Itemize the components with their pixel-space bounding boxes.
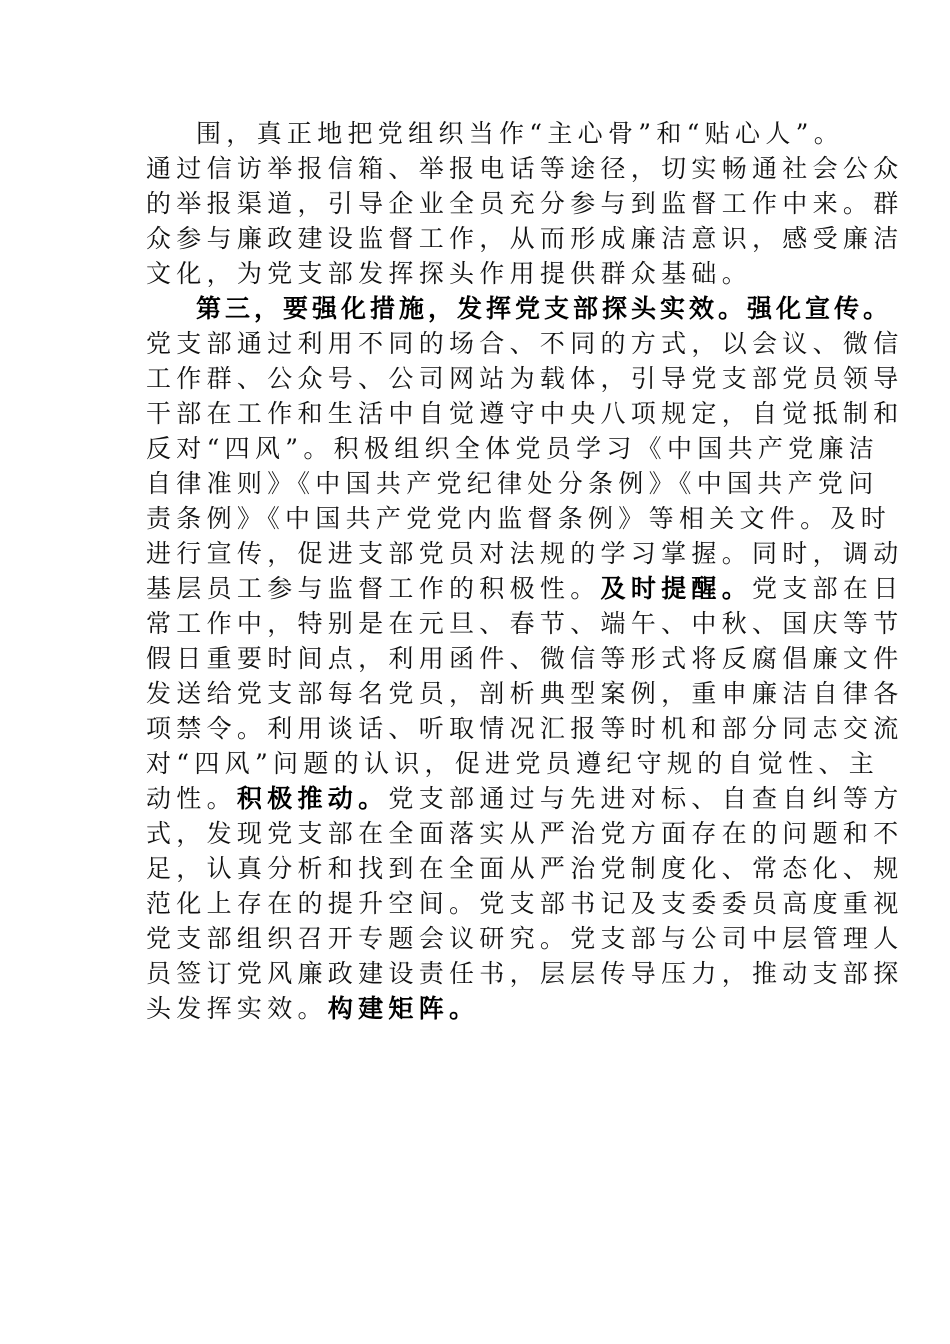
text-segment: 头发挥实效。 <box>146 994 328 1023</box>
text-line: 员签订党风廉政建设责任书，层层传导压力，推动支部探 <box>146 959 904 988</box>
bold-subheading: 构建矩阵。 <box>327 994 480 1023</box>
text-segment: 党支部通过与先进对标、自查自纠等方 <box>388 784 904 813</box>
text-line: 式，发现党支部在全面落实从严治党方面存在的问题和不 <box>146 819 904 848</box>
text-segment: 党支部在日 <box>752 574 904 603</box>
text-line: 自律准则》《中国共产党纪律处分条例》《中国共产党问 <box>146 469 879 498</box>
text-line: 进行宣传，促进支部党员对法规的学习掌握。同时，调动 <box>146 539 904 568</box>
text-line: 干部在工作和生活中自觉遵守中央八项规定，自觉抵制和 <box>146 399 904 428</box>
text-line: 围，真正地把党组织当作“主心骨”和“贴心人”。 <box>196 119 845 148</box>
text-line: 项禁令。利用谈话、听取情况汇报等时机和部分同志交流 <box>146 714 904 743</box>
text-line: 责条例》《中国共产党党内监督条例》等相关文件。及时 <box>146 504 892 533</box>
text-line: 反对“四风”。积极组织全体党员学习《中国共产党廉洁 <box>146 434 880 463</box>
bold-subheading: 及时提醒。 <box>600 574 753 603</box>
text-line <box>146 991 826 1027</box>
text-segment: 基层员工参与监督工作的积极性。 <box>146 574 601 603</box>
text-line: 工作群、公众号、公司网站为载体，引导党支部党员领导 <box>146 364 904 393</box>
text-line <box>146 781 904 817</box>
text-segment: 动性。 <box>146 784 237 813</box>
text-line: 常工作中，特别是在元旦、春节、端午、中秋、国庆等节 <box>146 609 904 638</box>
text-line: 党支部通过利用不同的场合、不同的方式，以会议、微信 <box>146 329 904 358</box>
text-line: 众参与廉政建设监督工作，从而形成廉洁意识，感受廉洁 <box>146 224 904 253</box>
text-line <box>146 571 904 607</box>
text-line: 假日重要时间点，利用函件、微信等形式将反腐倡廉文件 <box>146 644 904 673</box>
bold-subheading: 积极推动。 <box>236 784 389 813</box>
text-line: 范化上存在的提升空间。党支部书记及支委委员高度重视 <box>146 889 904 918</box>
section-heading: 第三，要强化措施，发挥党支部探头实效。强化宣传。 <box>196 294 893 323</box>
text-line: 文化，为党支部发挥探头作用提供群众基础。 <box>146 259 753 288</box>
text-line: 的举报渠道，引导企业全员充分参与到监督工作中来。群 <box>146 189 904 218</box>
text-line: 足，认真分析和找到在全面从严治党制度化、常态化、规 <box>146 854 904 883</box>
text-line: 发送给党支部每名党员，剖析典型案例，重申廉洁自律各 <box>146 679 904 708</box>
text-line: 对“四风”问题的认识，促进党员遵纪守规的自觉性、主 <box>146 749 880 778</box>
text-line: 党支部组织召开专题会议研究。党支部与公司中层管理人 <box>146 924 904 953</box>
text-line: 通过信访举报信箱、举报电话等途径，切实畅通社会公众 <box>146 154 904 183</box>
